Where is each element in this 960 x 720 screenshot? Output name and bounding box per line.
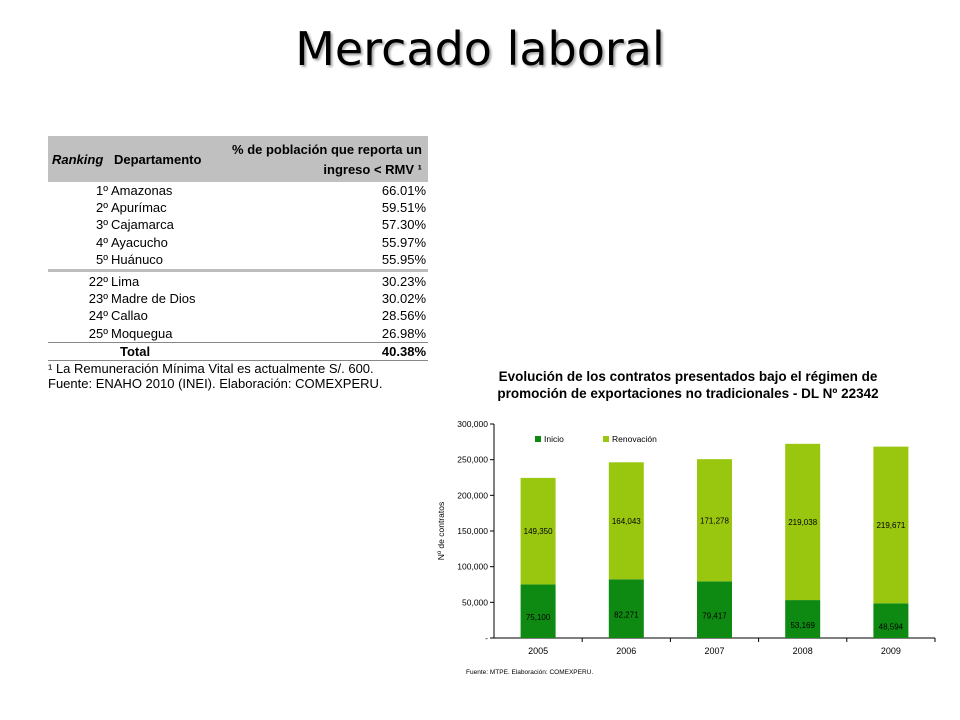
x-tick-label: 2007 [704, 646, 725, 656]
data-label: 82,271 [614, 610, 639, 620]
value-cell: 55.95% [381, 251, 426, 267]
table-row [48, 325, 428, 342]
table-separator [48, 269, 428, 272]
value-cell: 57.30% [381, 217, 426, 233]
department-cell: Huánuco [111, 251, 164, 267]
legend-swatch-inicio [535, 436, 541, 442]
data-label: 219,038 [788, 517, 818, 527]
x-tick-label: 2005 [528, 646, 549, 656]
value-cell: 28.56% [381, 308, 426, 324]
department-cell: Apurímac [111, 200, 167, 216]
rank-cell: 5º [96, 251, 108, 267]
rank-cell: 23º [88, 291, 108, 307]
x-tick-label: 2006 [616, 646, 637, 656]
header-departamento: Departamento [114, 152, 202, 167]
rank-cell: 22º [88, 273, 108, 289]
bar-inicio-2005 [521, 584, 556, 638]
table-row [48, 216, 428, 233]
header-percentage-line2: ingreso < RMV ¹ [323, 162, 422, 177]
table-row [48, 273, 428, 290]
value-cell: 66.01% [381, 183, 426, 198]
value-cell: 59.51% [381, 200, 426, 216]
contracts-chart [430, 360, 940, 690]
chart-title-line2: promoción de exportaciones no tradicionales - DL Nº 22342 [497, 386, 879, 401]
rank-cell: 3º [96, 217, 108, 233]
department-cell: Callao [111, 308, 148, 324]
value-cell: 30.02% [381, 291, 426, 307]
bar-inicio-2009 [873, 603, 908, 638]
value-cell: 30.23% [381, 273, 426, 289]
data-label: 219,671 [876, 520, 906, 530]
rank-cell: 25º [88, 325, 108, 341]
slide-title: Mercado laboral [295, 22, 665, 76]
data-label: 48,594 [878, 622, 904, 632]
footnote-source: Fuente: ENAHO 2010 (INEI). Elaboración: COMEXPERU. [48, 375, 383, 391]
header-percentage [212, 140, 422, 180]
data-label: 171,278 [700, 516, 729, 526]
ranking-table [48, 136, 428, 391]
department-cell: Lima [111, 273, 140, 289]
bar-inicio-2008 [785, 600, 820, 638]
table-row [48, 234, 428, 251]
x-tick-label: 2009 [880, 646, 901, 656]
rank-cell: 4º [96, 234, 108, 250]
y-tick-label: 150,000 [457, 526, 488, 536]
data-label: 75,100 [525, 613, 551, 623]
x-tick-label: 2008 [792, 646, 813, 656]
legend-label: Inicio [544, 434, 564, 444]
department-cell: Ayacucho [111, 234, 168, 250]
y-tick-label: 250,000 [457, 454, 488, 465]
rank-cell: 24º [88, 308, 108, 324]
value-cell: 55.97% [381, 234, 426, 250]
table-header [48, 136, 428, 182]
legend-swatch-renovación [603, 436, 609, 442]
department-cell: Moquegua [111, 325, 173, 341]
table-row [48, 290, 428, 307]
total-row [48, 342, 428, 361]
y-tick-label: 200,000 [457, 490, 488, 501]
bottom-rows [48, 273, 428, 342]
y-axis-label: Nº de contratos [436, 501, 446, 561]
total-label: Total [120, 343, 151, 359]
department-cell: Amazonas [111, 183, 173, 198]
table-row [48, 182, 428, 199]
chart-source: Fuente: MTPE. Elaboración: COMEXPERU. [466, 669, 594, 676]
y-tick-label: 50,000 [462, 597, 488, 608]
legend-label: Renovación [612, 434, 657, 444]
data-label: 149,350 [523, 527, 553, 537]
data-label: 79,417 [702, 611, 727, 621]
table-row [48, 251, 428, 268]
bar-inicio-2007 [697, 581, 732, 638]
y-tick-label: 100,000 [457, 561, 488, 572]
header-ranking: Ranking [52, 152, 104, 167]
y-tick-label: - [485, 633, 488, 643]
footnote-rmv: ¹ La Remuneración Mínima Vital es actualmente S/. 600. [48, 360, 374, 376]
department-cell: Madre de Dios [111, 291, 196, 307]
table-row [48, 307, 428, 324]
y-tick-label: 300,000 [457, 419, 488, 429]
header-percentage-line1: % de población que reporta un [232, 142, 422, 157]
value-cell: 26.98% [381, 325, 426, 341]
data-label: 164,043 [611, 516, 641, 526]
rank-cell: 1º [96, 183, 108, 198]
table-row [48, 199, 428, 216]
rank-cell: 2º [96, 200, 108, 216]
chart-title-line1: Evolución de los contratos presentados bajo el régimen de [498, 369, 878, 384]
department-cell: Cajamarca [111, 217, 174, 233]
total-value: 40.38% [381, 343, 426, 359]
bar-inicio-2006 [609, 579, 644, 638]
data-label: 53,169 [790, 621, 815, 631]
top-rows [48, 182, 428, 268]
